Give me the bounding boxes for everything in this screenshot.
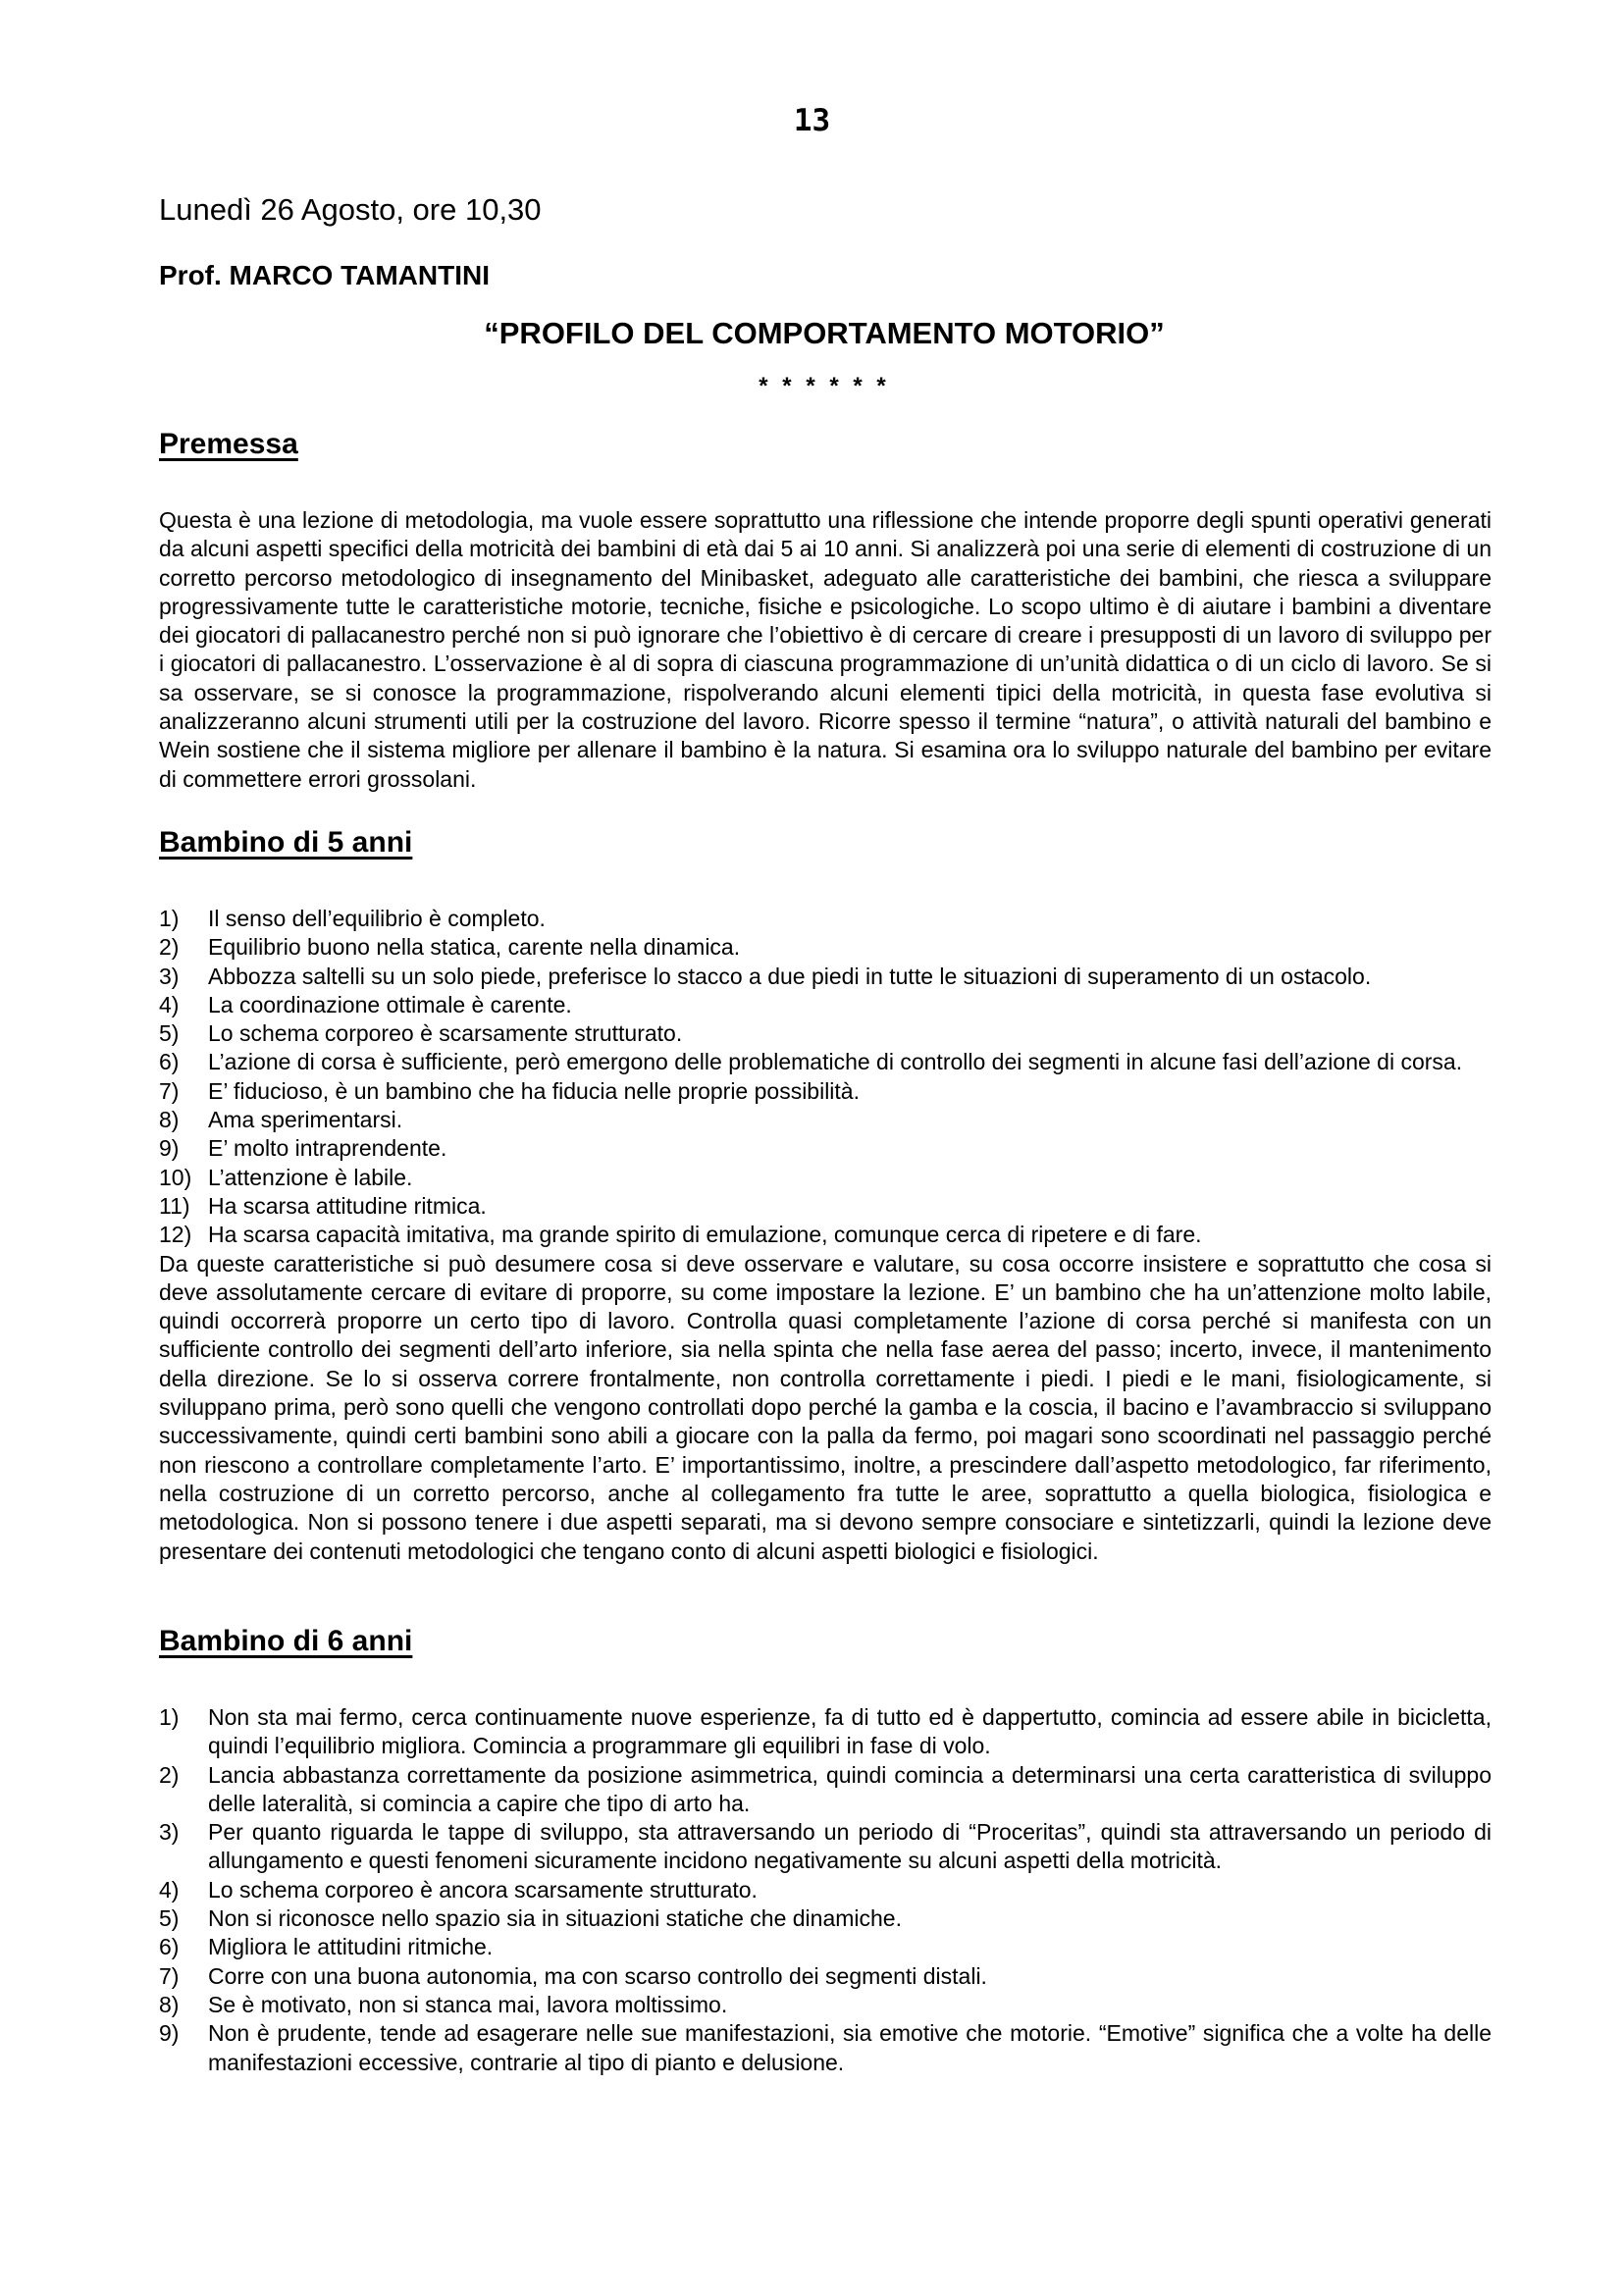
list-item-text: Equilibrio buono nella statica, carente nella dinamica.	[208, 934, 741, 961]
list-item	[159, 1933, 1492, 1961]
characteristics-list	[159, 905, 1492, 1250]
list-item	[159, 905, 1492, 933]
list-item-number: 11)	[159, 1192, 190, 1219]
list-item-number: 5)	[159, 1020, 180, 1047]
list-item-text: La coordinazione ottimale è carente.	[208, 991, 572, 1017]
list-item-text: Ha scarsa attitudine ritmica.	[208, 1192, 487, 1219]
section-heading: Premessa	[159, 428, 298, 460]
list-item	[159, 1904, 1492, 1933]
list-item-text: E’ fiducioso, è un bambino che ha fiducia nelle proprie possibilità.	[208, 1077, 860, 1104]
list-item-text: Se è motivato, non si stanca mai, lavora moltissimo.	[208, 1991, 728, 2017]
separator-stars: * * * * * *	[759, 373, 890, 399]
list-item-number: 3)	[159, 963, 180, 989]
list-item	[159, 1761, 1492, 1819]
list-item-number: 9)	[159, 1135, 180, 1162]
premessa-paragraph: Questa è una lezione di metodologia, ma vuole essere soprattutto una riflessione che intende proporre degli spunti operativi generati da alcuni aspetti specifici della motricità dei bambini di età dai 5 ai 10 anni. Si analizzerà poi una serie di elementi di costruzione di un corretto percorso metodologico di insegnamento del Minibasket, adeguato alle caratteristiche dei bambini, che riesca a sviluppare progressivamente tutte le caratteristiche motorie, tecniche, fisiche e psicologiche. Lo scopo ultimo è di aiutare i bambini a diventare dei giocatori di pallacanestro perché non si può ignorare che l’obiettivo è di cercare di creare i presupposti di un lavoro di sviluppo per i giocatori di pallacanestro. L’osservazione è al di sopra di ciascuna programmazione di un’unità didattica o di un ciclo di lavoro. Se si sa osservare, se si conosce la programmazione, rispolverando alcuni elementi tipici della motricità, in questa fase evolutiva si analizzeranno alcuni strumenti utili per la costruzione del lavoro. Ricorre spesso il termine “natura”, o attività naturali del bambino e Wein sostiene che il sistema migliore per allenare il bambino è la natura. Si esamina ora lo sviluppo naturale del bambino per evitare di commettere errori grossolani.	[159, 507, 1492, 792]
list-item-text: Non sta mai fermo, cerca continuamente nuove esperienze, fa di tutto ed è dappertutto, comincia ad essere abile in bicicletta, quindi l’equilibrio migliora. Comincia a programmare gli equilibri in fase di volo.	[208, 1704, 1492, 1759]
list-item-text: Lo schema corporeo è scarsamente strutturato.	[208, 1020, 683, 1047]
list-item-number: 5)	[159, 1905, 180, 1932]
list-item-number: 7)	[159, 1962, 180, 1989]
page-number: 13	[793, 103, 831, 138]
speaker-name: Prof. MARCO TAMANTINI	[159, 260, 490, 290]
list-item-text: Il senso dell’equilibrio è completo.	[208, 906, 546, 931]
list-item-text: Abbozza saltelli su un solo piede, preferisce lo stacco a due piedi in tutte le situazioni di superamento di un ostacolo.	[208, 963, 1372, 989]
list-item	[159, 1221, 1492, 1249]
list-item-number: 12)	[159, 1222, 192, 1248]
list-item-number: 4)	[159, 991, 180, 1017]
lecture-title: “PROFILO DEL COMPORTAMENTO MOTORIO”	[484, 316, 1165, 350]
characteristics-list	[159, 1703, 1492, 2077]
list-item	[159, 1048, 1492, 1076]
list-item-number: 1)	[159, 1704, 180, 1730]
list-item-number: 4)	[159, 1876, 180, 1903]
list-item	[159, 1106, 1492, 1134]
list-item-text: Ama sperimentarsi.	[208, 1107, 403, 1133]
list-item-number: 7)	[159, 1077, 180, 1104]
list-item-number: 8)	[159, 1107, 180, 1133]
bambino5-paragraph: Da queste caratteristiche si può desumere cosa si deve osservare e valutare, su cosa occorre insistere e soprattutto che cosa si deve assolutamente cercare di evitare di proporre, su come impostare la lezione. E’ un bambino che ha un’attenzione molto labile, quindi occorrerà proporre un certo tipo di lavoro. Controlla quasi completamente l’azione di corsa perché si manifesta con un sufficiente controllo dei segmenti dell’arto inferiore, sia nella spinta che nella fase aerea del passo; incerto, invece, il mantenimento della direzione. Se lo si osserva correre frontalmente, non controlla correttamente i piedi. I piedi e le mani, fisiologicamente, si sviluppano prima, però sono quelli che vengono controllati dopo perché la gamba e la coscia, il bacino e l’avambraccio si sviluppano successivamente, quindi certi bambini sono abili a giocare con la palla da fermo, poi magari sono scoordinati nel passaggio perché non riescono a controllare completamente l’arto. E’ importantissimo, inoltre, a prescindere dall’aspetto metodologico, far riferimento, nella costruzione di un corretto percorso, anche al collegamento fra tutte le aree, soprattutto a quella biologica, fisiologica e metodologica. Non si possono tenere i due aspetti separati, ma si devono sempre consociare e sintetizzarli, quindi la lezione deve presentare dei contenuti metodologici che tengano conto di alcuni aspetti biologici e fisiologici.	[159, 1250, 1492, 1564]
list-item-text: Non si riconosce nello spazio sia in situazioni statiche che dinamiche.	[208, 1905, 902, 1932]
list-item-text: Migliora le attitudini ritmiche.	[208, 1934, 494, 1960]
list-item	[159, 1703, 1492, 1761]
list-item	[159, 933, 1492, 962]
list-item-number: 2)	[159, 1761, 180, 1788]
section-bambino-6	[159, 1625, 1492, 2077]
list-item	[159, 1077, 1492, 1106]
date-line: Lunedì 26 Agosto, ore 10,30	[159, 192, 542, 227]
list-item-number: 6)	[159, 1049, 180, 1075]
list-item-number: 3)	[159, 1819, 180, 1846]
list-item	[159, 991, 1492, 1019]
list-item	[159, 1818, 1492, 1876]
list-item-text: Non è prudente, tende ad esagerare nelle sue manifestazioni, sia emotive che motorie. “Emotive” significa che a volte ha delle manifestazioni eccessive, contrarie al tipo di pianto e delusione.	[208, 2020, 1492, 2075]
list-item	[159, 2019, 1492, 2077]
list-item	[159, 1192, 1492, 1221]
list-item-number: 2)	[159, 934, 180, 961]
list-item	[159, 1962, 1492, 1991]
list-item	[159, 963, 1492, 991]
list-item-text: E’ molto intraprendente.	[208, 1135, 447, 1162]
list-item-number: 9)	[159, 2020, 180, 2047]
section-heading: Bambino di 6 anni	[159, 1625, 413, 1657]
list-item	[159, 1876, 1492, 1904]
section-premessa	[159, 428, 1492, 794]
list-item	[159, 1164, 1492, 1192]
list-item-text: L’azione di corsa è sufficiente, però emergono delle problematiche di controllo dei segmenti in alcune fasi dell’azione di corsa.	[208, 1049, 1463, 1075]
list-item-text: L’attenzione è labile.	[208, 1164, 413, 1190]
list-item-text: Ha scarsa capacità imitativa, ma grande spirito di emulazione, comunque cerca di ripetere e di fare.	[208, 1222, 1202, 1248]
list-item-number: 10)	[159, 1164, 192, 1190]
list-item-text: Per quanto riguarda le tappe di sviluppo, sta attraversando un periodo di “Proceritas”, quindi sta attraversando un periodo di allungamento e questi fenomeni sicuramente incidono negativamente su alcuni aspetti della motricità.	[208, 1819, 1492, 1874]
list-item	[159, 1134, 1492, 1163]
list-item-number: 8)	[159, 1991, 180, 2017]
list-item-number: 6)	[159, 1934, 180, 1960]
list-item-text: Corre con una buona autonomia, ma con scarso controllo dei segmenti distali.	[208, 1962, 987, 1989]
section-bambino-5	[159, 826, 1492, 1566]
list-item-number: 1)	[159, 906, 180, 931]
list-item	[159, 1991, 1492, 2019]
list-item	[159, 1019, 1492, 1048]
section-heading: Bambino di 5 anni	[159, 826, 413, 859]
list-item-text: Lo schema corporeo è ancora scarsamente strutturato.	[208, 1876, 758, 1903]
list-item-text: Lancia abbastanza correttamente da posizione asimmetrica, quindi comincia a determinarsi una certa caratteristica di sviluppo delle lateralità, si comincia a capire che tipo di arto ha.	[208, 1761, 1492, 1816]
